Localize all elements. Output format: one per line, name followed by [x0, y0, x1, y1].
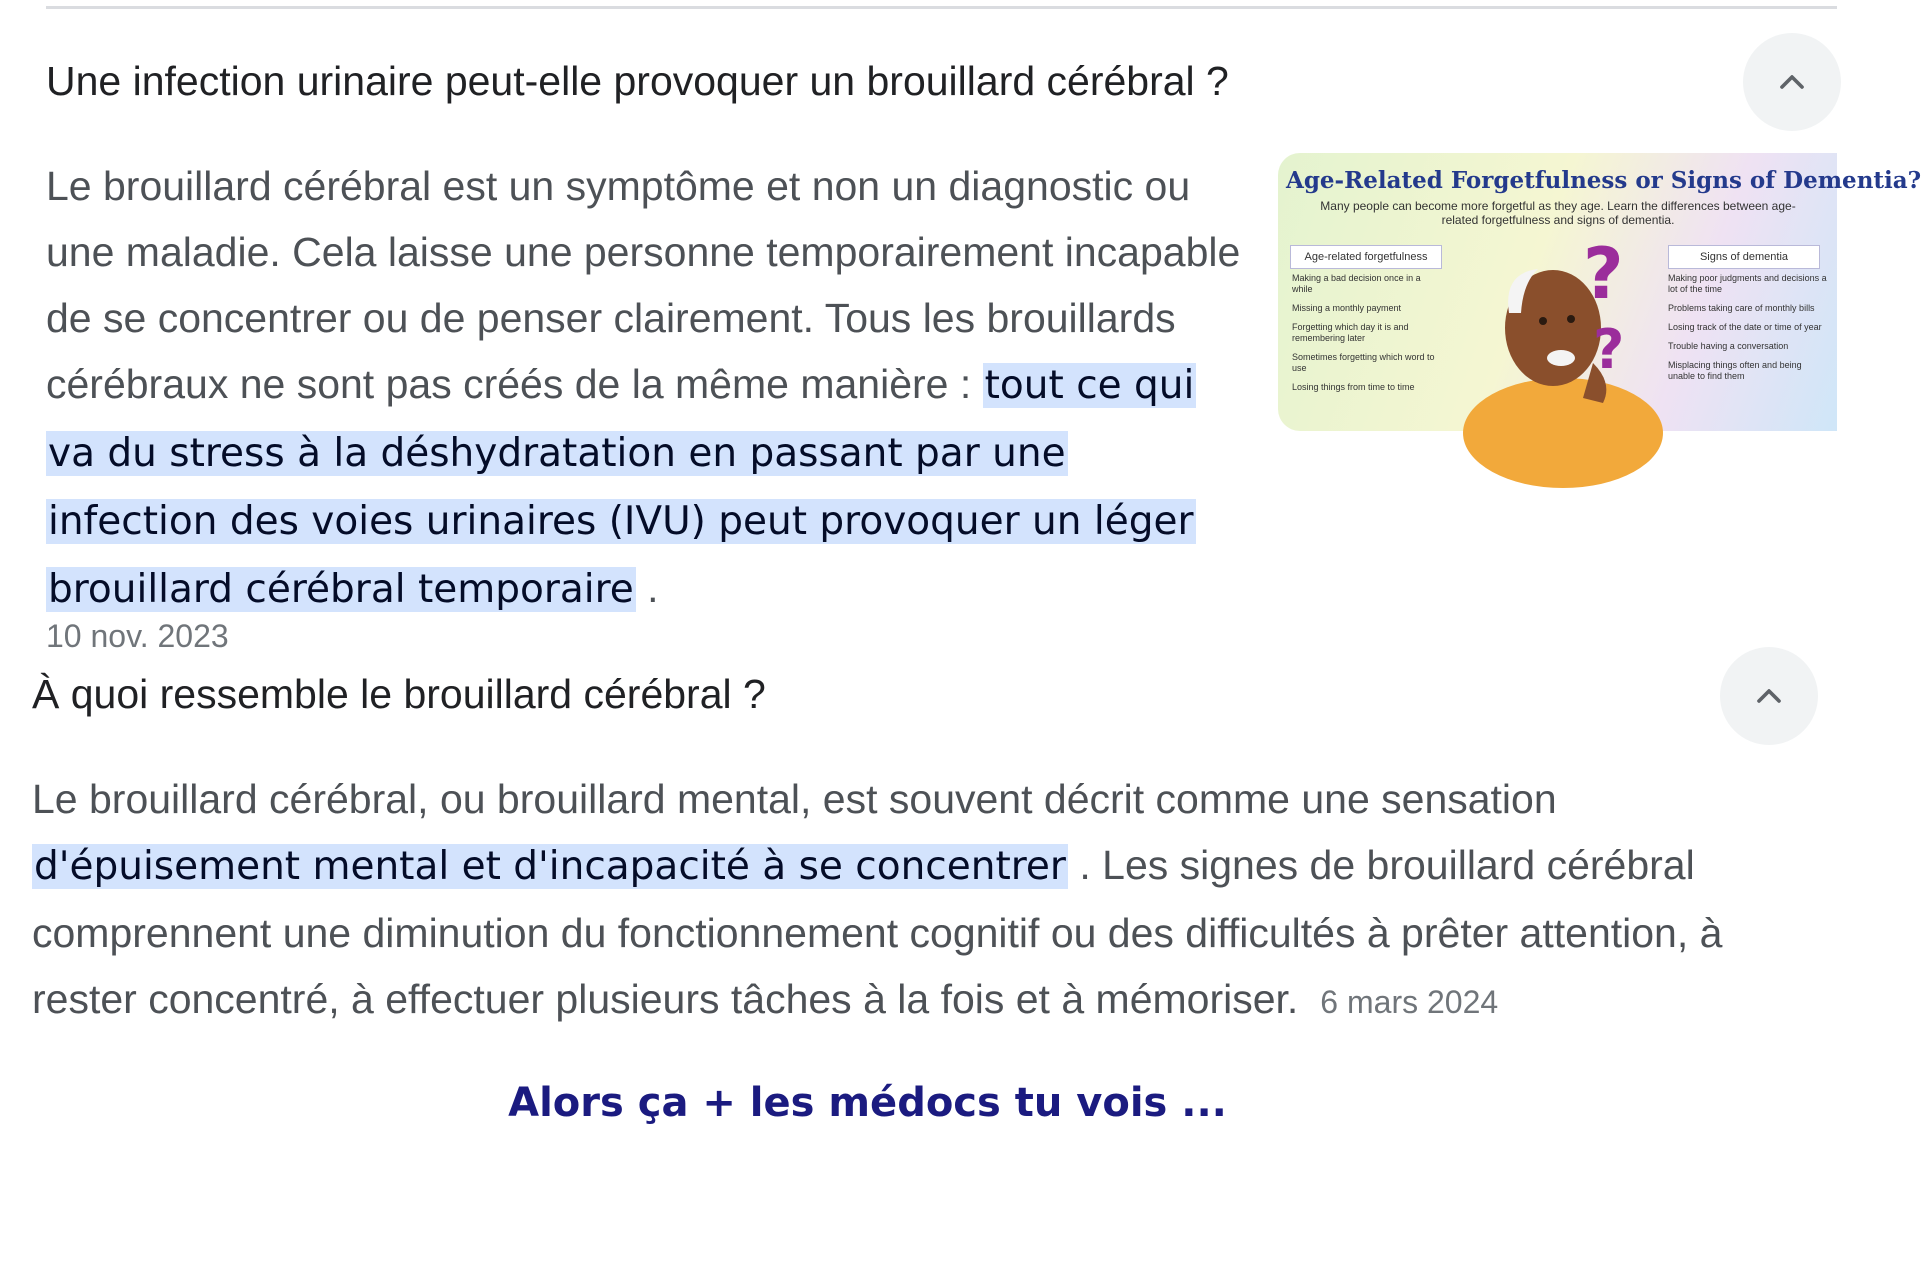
image-right-list: Making poor judgments and decisions a lot of the time Problems taking care of monthly bills Losing track of the date or time of year Trouble having a conversation Misplacing things often and being unable to find them	[1668, 273, 1827, 381]
chevron-up-icon	[1772, 62, 1812, 102]
faq-question-1[interactable]: Une infection urinaire peut-elle provoquer un brouillard cérébral ?	[46, 58, 1229, 104]
image-left-heading: Age-related forgetfulness	[1290, 245, 1442, 269]
chevron-up-icon	[1749, 676, 1789, 716]
answer-2-end: . Les signes de brouillard cérébral comprennent une diminution du fonctionnement cognitif ou des difficultés à prêter attention, à rester concentré, à effectuer plusieurs tâches à la fois et à mémoriser.	[32, 842, 1723, 1022]
answer-1-date: 10 nov. 2023	[46, 618, 229, 654]
caption: Alors ça + les médocs tu vois ...	[508, 1080, 1227, 1126]
faq-answer-2	[32, 766, 1822, 1035]
faq-question-2[interactable]: À quoi ressemble le brouillard cérébral ?	[32, 671, 766, 717]
question-marks-icon	[1573, 233, 1643, 381]
image-right-heading: Signs of dementia	[1668, 245, 1820, 269]
svg-text:?: ?	[1583, 233, 1624, 315]
collapse-button-2[interactable]	[1720, 647, 1818, 745]
image-subtitle: Many people can become more forgetful as they age. Learn the differences between age-related forgetfulness and signs of dementia.	[1320, 199, 1796, 227]
answer-1-highlight: tout ce qui va du stress à la déshydratation en passant par une infection des voies urinaires (IVU) peut provoquer un léger brouillard cérébral temporaire	[48, 363, 1195, 612]
answer-1-intro: Le brouillard cérébral est un symptôme et non un diagnostic ou une maladie. Cela laisse une personne temporairement incapable de se concentrer ou de penser clairement. Tous les brouillards cérébraux ne sont pas créés de la même manière :	[46, 163, 1241, 407]
answer-2-intro: Le brouillard cérébral, ou brouillard mental, est souvent décrit comme une sensation	[32, 776, 1557, 822]
dementia-infographic-image[interactable]	[1278, 153, 1921, 431]
collapse-button-1[interactable]	[1743, 33, 1841, 131]
faq-answer-1	[46, 153, 1246, 623]
answer-2-date: 6 mars 2024	[1320, 984, 1499, 1020]
svg-text:?: ?	[1593, 318, 1625, 381]
image-title: Age-Related Forgetfulness or Signs of Dementia?	[1286, 167, 1921, 194]
image-left-list: Making a bad decision once in a while Missing a monthly payment Forgetting which day it is and remembering later Sometimes forgetting which word to use Losing things from time to time	[1292, 273, 1435, 392]
top-divider	[46, 6, 1837, 9]
answer-2-highlight: d'épuisement mental et d'incapacité à se concentrer	[34, 844, 1066, 889]
answer-1-end: .	[635, 565, 659, 611]
